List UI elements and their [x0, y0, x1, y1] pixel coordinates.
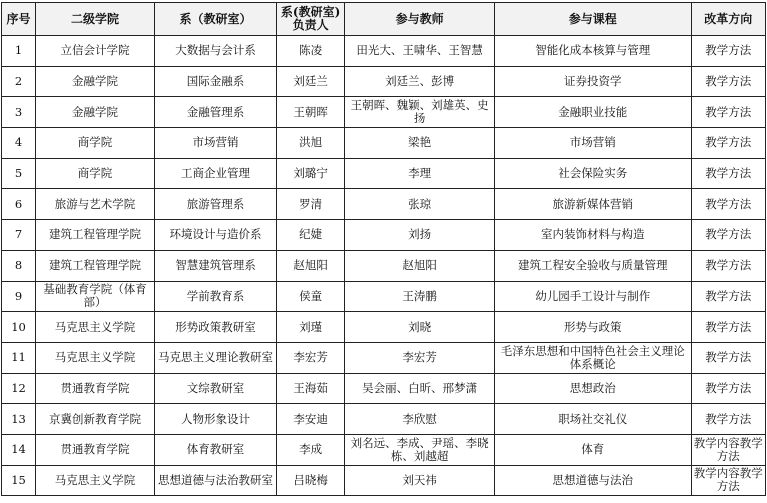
cell-direction: 教学方法: [691, 342, 766, 373]
cell-index: 3: [2, 97, 36, 128]
cell-direction: 教学内容教学方法: [691, 434, 766, 465]
table-body: [2, 36, 766, 496]
cell-direction: 教学方法: [691, 250, 766, 281]
cell-teachers: 刘廷兰、彭博: [345, 66, 495, 97]
cell-head: 洪旭: [276, 128, 344, 159]
cell-teachers: 梁艳: [345, 128, 495, 159]
cell-college: 金融学院: [36, 97, 155, 128]
cell-index: 4: [2, 128, 36, 159]
cell-department: 大数据与会计系: [154, 36, 276, 67]
cell-teachers: 李宏芳: [345, 342, 495, 373]
cell-teachers: 田光大、王啸华、王智慧: [345, 36, 495, 67]
cell-teachers: 李欣慰: [345, 404, 495, 435]
table-row: [2, 281, 766, 312]
cell-course: 毛泽东思想和中国特色社会主义理论体系概论: [495, 342, 691, 373]
cell-course: 室内装饰材料与构造: [495, 220, 691, 251]
cell-head: 王朝晖: [276, 97, 344, 128]
cell-index: 11: [2, 342, 36, 373]
cell-department: 形势政策教研室: [154, 312, 276, 343]
table-row: [2, 312, 766, 343]
cell-department: 马克思主义理论教研室: [154, 342, 276, 373]
cell-index: 1: [2, 36, 36, 67]
cell-index: 14: [2, 434, 36, 465]
cell-teachers: 张琼: [345, 189, 495, 220]
cell-college: 京冀创新教育学院: [36, 404, 155, 435]
cell-direction: 教学方法: [691, 36, 766, 67]
cell-department: 文综教研室: [154, 373, 276, 404]
cell-index: 5: [2, 158, 36, 189]
cell-direction: 教学方法: [691, 189, 766, 220]
cell-course: 思想政治: [495, 373, 691, 404]
cell-head: 李宏芳: [276, 342, 344, 373]
header-teachers: 参与教师: [345, 3, 495, 36]
cell-head: 刘璐宁: [276, 158, 344, 189]
header-head: 系(教研室)负责人: [276, 3, 344, 36]
cell-college: 贯通教育学院: [36, 373, 155, 404]
cell-direction: 教学内容教学方法: [691, 465, 766, 496]
cell-teachers: 李理: [345, 158, 495, 189]
cell-teachers: 刘名远、李成、尹瑶、李晓栋、刘越超: [345, 434, 495, 465]
cell-head: 王海茹: [276, 373, 344, 404]
table-row: [2, 342, 766, 373]
cell-index: 9: [2, 281, 36, 312]
header-direction: 改革方向: [691, 3, 766, 36]
table-row: [2, 36, 766, 67]
cell-college: 立信会计学院: [36, 36, 155, 67]
cell-teachers: 王涛鹏: [345, 281, 495, 312]
cell-course: 证券投资学: [495, 66, 691, 97]
cell-teachers: 刘晓: [345, 312, 495, 343]
cell-index: 2: [2, 66, 36, 97]
header-row: [2, 3, 766, 36]
cell-index: 12: [2, 373, 36, 404]
cell-index: 7: [2, 220, 36, 251]
cell-head: 罗清: [276, 189, 344, 220]
table-row: [2, 158, 766, 189]
cell-department: 体育教研室: [154, 434, 276, 465]
cell-direction: 教学方法: [691, 128, 766, 159]
cell-college: 商学院: [36, 128, 155, 159]
cell-index: 10: [2, 312, 36, 343]
table-row: [2, 434, 766, 465]
cell-course: 形势与政策: [495, 312, 691, 343]
table-row: [2, 128, 766, 159]
cell-head: 李成: [276, 434, 344, 465]
cell-college: 马克思主义学院: [36, 465, 155, 496]
cell-direction: 教学方法: [691, 404, 766, 435]
cell-course: 金融职业技能: [495, 97, 691, 128]
cell-index: 6: [2, 189, 36, 220]
cell-department: 智慧建筑管理系: [154, 250, 276, 281]
table-row: [2, 189, 766, 220]
cell-head: 李安迪: [276, 404, 344, 435]
table-row: [2, 250, 766, 281]
cell-department: 学前教育系: [154, 281, 276, 312]
cell-department: 市场营销: [154, 128, 276, 159]
cell-head: 刘瑾: [276, 312, 344, 343]
cell-head: 赵旭阳: [276, 250, 344, 281]
cell-course: 旅游新媒体营销: [495, 189, 691, 220]
cell-direction: 教学方法: [691, 220, 766, 251]
cell-college: 金融学院: [36, 66, 155, 97]
cell-college: 旅游与艺术学院: [36, 189, 155, 220]
cell-college: 建筑工程管理学院: [36, 250, 155, 281]
cell-index: 8: [2, 250, 36, 281]
cell-course: 职场社交礼仪: [495, 404, 691, 435]
cell-course: 体育: [495, 434, 691, 465]
cell-teachers: 刘扬: [345, 220, 495, 251]
cell-direction: 教学方法: [691, 97, 766, 128]
cell-college: 贯通教育学院: [36, 434, 155, 465]
cell-department: 金融管理系: [154, 97, 276, 128]
table-row: [2, 404, 766, 435]
cell-college: 建筑工程管理学院: [36, 220, 155, 251]
cell-head: 侯童: [276, 281, 344, 312]
cell-head: 吕晓梅: [276, 465, 344, 496]
cell-college: 基础教育学院（体育部）: [36, 281, 155, 312]
cell-index: 15: [2, 465, 36, 496]
table-row: [2, 373, 766, 404]
cell-direction: 教学方法: [691, 158, 766, 189]
cell-college: 商学院: [36, 158, 155, 189]
header-department: 系（教研室）: [154, 3, 276, 36]
reform-table: [1, 2, 766, 496]
cell-direction: 教学方法: [691, 312, 766, 343]
cell-head: 陈凌: [276, 36, 344, 67]
table-row: [2, 97, 766, 128]
header-index: 序号: [2, 3, 36, 36]
cell-teachers: 刘天祎: [345, 465, 495, 496]
cell-teachers: 王朝晖、魏颖、刘雄英、史扬: [345, 97, 495, 128]
table-row: [2, 465, 766, 496]
cell-course: 幼儿园手工设计与制作: [495, 281, 691, 312]
cell-direction: 教学方法: [691, 66, 766, 97]
cell-department: 环境设计与造价系: [154, 220, 276, 251]
cell-course: 智能化成本核算与管理: [495, 36, 691, 67]
cell-course: 市场营销: [495, 128, 691, 159]
cell-teachers: 吴会丽、白昕、邢梦潇: [345, 373, 495, 404]
cell-department: 思想道德与法治教研室: [154, 465, 276, 496]
cell-index: 13: [2, 404, 36, 435]
cell-direction: 教学方法: [691, 373, 766, 404]
cell-department: 国际金融系: [154, 66, 276, 97]
cell-course: 建筑工程安全验收与质量管理: [495, 250, 691, 281]
cell-department: 旅游管理系: [154, 189, 276, 220]
header-college: 二级学院: [36, 3, 155, 36]
cell-course: 社会保险实务: [495, 158, 691, 189]
cell-college: 马克思主义学院: [36, 342, 155, 373]
table-row: [2, 66, 766, 97]
cell-head: 刘廷兰: [276, 66, 344, 97]
cell-college: 马克思主义学院: [36, 312, 155, 343]
cell-head: 纪婕: [276, 220, 344, 251]
cell-department: 工商企业管理: [154, 158, 276, 189]
cell-department: 人物形象设计: [154, 404, 276, 435]
cell-direction: 教学方法: [691, 281, 766, 312]
cell-teachers: 赵旭阳: [345, 250, 495, 281]
header-course: 参与课程: [495, 3, 691, 36]
cell-course: 思想道德与法治: [495, 465, 691, 496]
table-row: [2, 220, 766, 251]
